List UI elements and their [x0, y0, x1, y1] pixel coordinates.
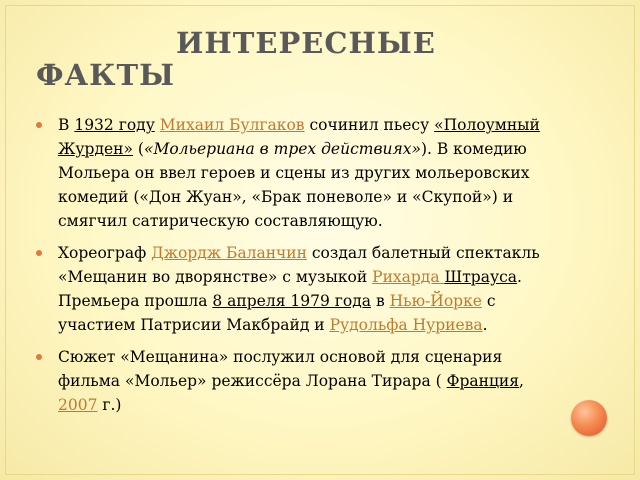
title-line-2: ФАКТЫ: [36, 58, 175, 93]
premiere-date-link[interactable]: 8 апреля 1979 года: [212, 292, 372, 310]
fact-text: Хореограф: [58, 244, 152, 262]
fact-item-bulgakov: [36, 113, 556, 233]
play-subtitle: «Мольериана в трех действиях»: [143, 140, 421, 158]
richard-link[interactable]: Рихарда: [372, 268, 445, 286]
orange-orb-icon: [571, 400, 607, 436]
fact-text: создал балетный спектакль «Мещанин во дворянстве» с музыкой: [58, 244, 540, 286]
fact-item-film: [36, 345, 556, 417]
fact-text: в: [371, 292, 390, 310]
year-1932-link[interactable]: 1932 году: [74, 116, 155, 134]
fact-item-balanchine: [36, 241, 556, 337]
fact-text: ,: [519, 372, 524, 390]
year-2007-link[interactable]: 2007: [58, 396, 98, 414]
balanchine-link[interactable]: Джордж Баланчин: [151, 244, 307, 262]
title-line-1: ИНТЕРЕСНЫЕ: [176, 26, 436, 60]
fact-text: Сюжет «Мещанина» послужил основой для сценария фильма «Мольер» режиссёра Лорана Тирара (: [58, 348, 503, 390]
fact-text: В: [58, 116, 75, 134]
play-title-link[interactable]: «Полоумный Журден»: [58, 116, 540, 158]
france-link[interactable]: Франция: [446, 372, 520, 390]
fact-text: ). В комедию Мольера он ввел героев и сцены из других мольеровских комедий («Дон Жуан», «Брак поневоле» и «Скупой») и смягчил сатирическую составляющую.: [58, 140, 530, 230]
bullet-icon: [36, 354, 42, 360]
slide-content: [36, 113, 556, 425]
facts-list: [36, 113, 556, 417]
nureyev-link[interactable]: Рудольфа Нуриева: [329, 316, 483, 334]
new-york-link[interactable]: Нью-Йорке: [389, 292, 482, 310]
fact-text: . Премьера прошла: [58, 268, 522, 310]
slide-title: [36, 27, 596, 92]
fact-text: (: [133, 140, 144, 158]
fact-text: с участием Патрисии Макбрайд и: [58, 292, 496, 334]
fact-text: .: [482, 316, 488, 334]
fact-text: г.): [97, 396, 122, 414]
fact-text: сочинил пьесу: [304, 116, 435, 134]
bullet-icon: [36, 122, 42, 128]
strauss-link[interactable]: Штрауса: [444, 268, 517, 286]
bulgakov-link[interactable]: Михаил Булгаков: [159, 116, 305, 134]
bullet-icon: [36, 250, 42, 256]
